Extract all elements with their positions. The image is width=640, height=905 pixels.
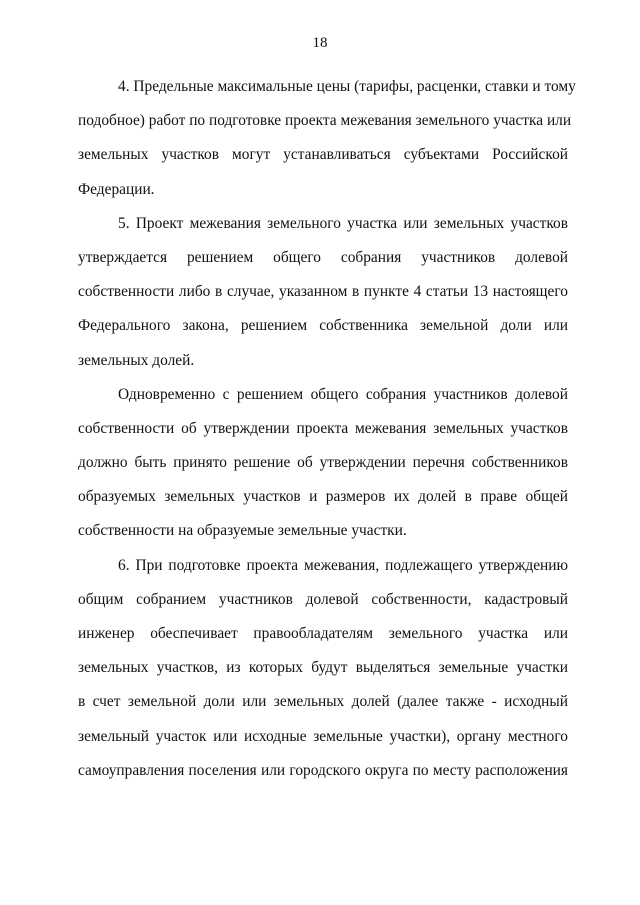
page-number: 18	[312, 35, 328, 51]
text-line: Федерального закона, решением собственника земельной доли или	[78, 317, 568, 335]
text-line: самоуправления поселения или городского округа по месту расположения	[78, 761, 568, 779]
text-line: в счет земельной доли или земельных долей (далее также - исходный	[78, 693, 568, 711]
paragraph-simultaneous-decision	[78, 378, 568, 549]
text-line: земельных долей.	[78, 351, 195, 369]
document-body	[78, 70, 576, 788]
text-line: собственности об утверждении проекта межевания земельных участков	[78, 419, 568, 437]
text-line: инженер обеспечивает правообладателям земельного участка или	[78, 625, 568, 642]
text-line: общим собранием участников долевой собственности, кадастровый	[78, 590, 568, 608]
text-line: 6. При подготовке проекта межевания, подлежащего утверждению	[118, 556, 568, 574]
text-line: земельных участков, из которых будут выделяться земельные участки	[78, 659, 568, 677]
text-line: собственности либо в случае, указанном в пункте 4 статьи 13 настоящего	[78, 283, 568, 301]
text-line: Федерации.	[78, 180, 155, 198]
text-line: должно быть принято решение об утверждении перечня собственников	[78, 454, 568, 472]
paragraph-item-5	[78, 207, 568, 378]
paragraph-item-4	[78, 70, 576, 207]
text-line: земельный участок или исходные земельные участки), органу местного	[78, 727, 568, 745]
text-line: 5. Проект межевания земельного участка или земельных участков	[118, 214, 568, 232]
text-line: утверждается решением общего собрания участников долевой	[78, 248, 568, 266]
text-line: образуемых земельных участков и размеров их долей в праве общей	[78, 488, 568, 506]
text-line: подобное) работ по подготовке проекта межевания земельного участка или	[78, 112, 572, 130]
text-line: собственности на образуемые земельные участки.	[78, 522, 407, 540]
text-line: 4. Предельные максимальные цены (тарифы, расценки, ставки и тому	[118, 78, 576, 95]
text-line: Одновременно с решением общего собрания участников долевой	[118, 385, 568, 403]
text-line: земельных участков могут устанавливаться субъектами Российской	[78, 146, 568, 164]
paragraph-item-6	[78, 549, 568, 788]
